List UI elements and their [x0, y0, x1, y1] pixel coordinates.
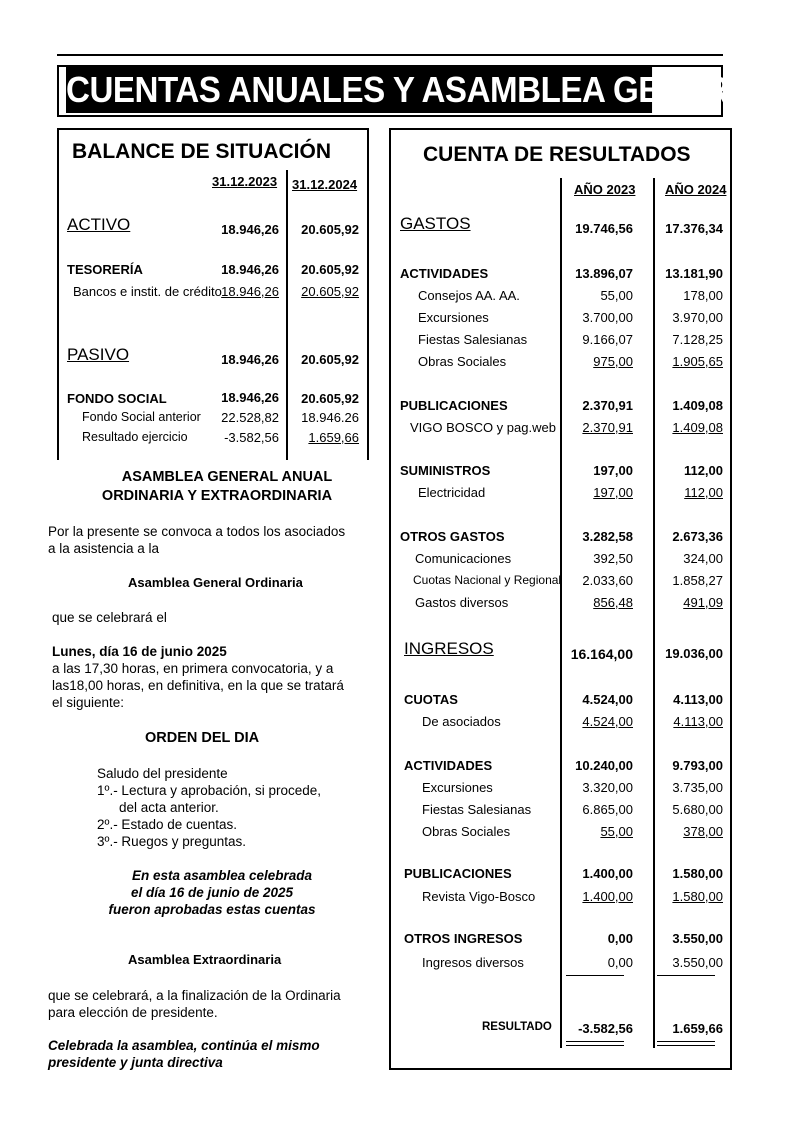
- aprobacion-1: En esta asamblea celebrada: [131, 868, 313, 883]
- result-label-16: De asociados: [422, 714, 501, 729]
- result-2024-16: 4.113,00: [673, 714, 723, 729]
- double-rule-2023-1: [566, 1041, 624, 1042]
- resultados-col-2024: AÑO 2024: [665, 182, 727, 197]
- resultado-ejercicio-label: Resultado ejercicio: [82, 430, 188, 444]
- result-2024-5: 1.905,65: [672, 354, 723, 369]
- result-2024-0: 17.376,34: [665, 221, 723, 236]
- asamblea-heading-1: ASAMBLEA GENERAL ANUAL: [121, 469, 333, 485]
- fondo-anterior-label: Fondo Social anterior: [82, 410, 201, 424]
- result-label-0: GASTOS: [400, 214, 471, 233]
- result-2024-18: 3.735,00: [672, 780, 723, 795]
- result-2024-2: 178,00: [683, 288, 723, 303]
- fondo-anterior-2023: 22.528,82: [221, 410, 279, 425]
- balance-heading: BALANCE DE SITUACIÓN: [72, 140, 332, 163]
- resultado-ejercicio-2024: 1.659,66: [308, 430, 359, 445]
- fondo-label: FONDO SOCIAL: [67, 391, 167, 406]
- result-2023-16: 4.524,00: [582, 714, 633, 729]
- result-2023-3: 3.700,00: [582, 310, 633, 325]
- result-label-7: VIGO BOSCO y pag.web: [410, 420, 556, 435]
- resultados-heading: CUENTA DE RESULTADOS: [423, 143, 691, 166]
- result-2024-22: 1.580,00: [672, 889, 723, 904]
- bancos-label: Bancos e instit. de crédito: [73, 284, 222, 299]
- top-rule: [57, 54, 723, 56]
- asamblea-heading-2: ORDINARIA Y EXTRAORDINARIA: [101, 488, 333, 504]
- result-label-1: ACTIVIDADES: [400, 266, 489, 281]
- result-2024-3: 3.970,00: [672, 310, 723, 325]
- resultados-col-divider-1: [560, 178, 562, 1048]
- orden-item-4: 3º.- Ruegos y preguntas.: [97, 834, 247, 849]
- final-2: presidente y junta directiva: [48, 1055, 223, 1070]
- asamblea-p4a: que se celebrará, a la finalización de la Ordinaria: [48, 988, 341, 1003]
- result-2023-25: -3.582,56: [578, 1021, 633, 1036]
- result-label-24: Ingresos diversos: [422, 955, 524, 970]
- resultados-col-2023: AÑO 2023: [574, 182, 636, 197]
- result-2024-23: 3.550,00: [672, 931, 723, 946]
- fondo-anterior-2024: 18.946.26: [301, 410, 359, 425]
- result-label-2: Consejos AA. AA.: [418, 288, 520, 303]
- result-2023-2: 55,00: [600, 288, 633, 303]
- aprobacion-2: el día 16 de junio de 2025: [130, 885, 294, 900]
- asamblea-p1b: a la asistencia a la: [48, 541, 160, 556]
- result-2023-11: 392,50: [593, 551, 633, 566]
- resultados-col-divider-2: [653, 178, 655, 1048]
- result-label-13: Gastos diversos: [415, 595, 509, 610]
- orden-item-1: 1º.- Lectura y aprobación, si procede,: [97, 783, 322, 798]
- bancos-2024: 20.605,92: [301, 284, 359, 299]
- result-2024-21: 1.580,00: [672, 866, 723, 881]
- double-rule-2024-2: [657, 1045, 715, 1046]
- result-label-8: SUMINISTROS: [400, 463, 491, 478]
- result-label-25: RESULTADO: [482, 1021, 552, 1033]
- result-2023-10: 3.282,58: [582, 529, 633, 544]
- result-label-19: Fiestas Salesianas: [422, 802, 532, 817]
- balance-col-2024: 31.12.2024: [292, 177, 358, 192]
- asamblea-p2: que se celebrará el: [52, 610, 167, 625]
- result-2024-20: 378,00: [683, 824, 723, 839]
- tesoreria-2024: 20.605,92: [301, 262, 359, 277]
- result-label-22: Revista Vigo-Bosco: [422, 889, 536, 904]
- result-2024-24: 3.550,00: [672, 955, 723, 970]
- result-label-9: Electricidad: [418, 485, 486, 500]
- result-2024-14: 19.036,00: [665, 646, 723, 661]
- result-2023-14: 16.164,00: [570, 646, 633, 662]
- balance-col-2023: 31.12.2023: [212, 174, 278, 189]
- result-2023-23: 0,00: [607, 931, 633, 946]
- result-2023-1: 13.896,07: [575, 266, 633, 281]
- result-2024-19: 5.680,00: [672, 802, 723, 817]
- result-2023-19: 6.865,00: [582, 802, 633, 817]
- double-rule-2024-1: [657, 1041, 715, 1042]
- result-2024-12: 1.858,27: [672, 573, 723, 588]
- fondo-2023: 18.946,26: [221, 390, 279, 405]
- result-label-4: Fiestas Salesianas: [418, 332, 528, 347]
- result-label-3: Excursiones: [418, 310, 489, 325]
- tesoreria-2023: 18.946,26: [221, 262, 279, 277]
- result-2023-18: 3.320,00: [582, 780, 633, 795]
- result-label-12: Cuotas Nacional y Regional: [413, 573, 562, 587]
- result-2023-0: 19.746,56: [575, 221, 633, 236]
- result-2024-6: 1.409,08: [672, 398, 723, 413]
- result-2024-17: 9.793,00: [672, 758, 723, 773]
- asamblea-p3c: el siguiente:: [52, 695, 125, 710]
- total-rule-2023-a: [566, 975, 624, 976]
- asamblea-p1a: Por la presente se convoca a todos los asociados: [48, 524, 346, 539]
- aprobacion-3: fueron aprobadas estas cuentas: [108, 902, 316, 917]
- result-label-17: ACTIVIDADES: [404, 758, 493, 773]
- result-2023-20: 55,00: [600, 824, 633, 839]
- result-label-11: Comunicaciones: [415, 551, 512, 566]
- result-label-5: Obras Sociales: [418, 354, 507, 369]
- result-2024-13: 491,09: [683, 595, 723, 610]
- result-label-6: PUBLICACIONES: [400, 398, 508, 413]
- orden-item-0: Saludo del presidente: [97, 766, 228, 781]
- result-2024-10: 2.673,36: [672, 529, 723, 544]
- result-label-20: Obras Sociales: [422, 824, 511, 839]
- result-2024-8: 112,00: [683, 463, 723, 478]
- tesoreria-label: TESORERÍA: [67, 262, 143, 277]
- orden-del-dia: ORDEN DEL DIA: [145, 730, 260, 746]
- result-label-18: Excursiones: [422, 780, 493, 795]
- result-2024-7: 1.409,08: [672, 420, 723, 435]
- page-title: CUENTAS ANUALES Y ASAMBLEA GENERAL: [66, 67, 652, 113]
- result-label-14: INGRESOS: [404, 639, 494, 658]
- asamblea-p3a: a las 17,30 horas, en primera convocatoria, y a: [52, 661, 334, 676]
- result-2024-25: 1.659,66: [672, 1021, 723, 1036]
- resultado-ejercicio-2023: -3.582,56: [224, 430, 279, 445]
- fondo-2024: 20.605,92: [301, 391, 359, 406]
- orden-item-3: 2º.- Estado de cuentas.: [97, 817, 238, 832]
- final-1: Celebrada la asamblea, continúa el mismo: [48, 1038, 320, 1053]
- result-2023-9: 197,00: [593, 485, 633, 500]
- balance-col-divider: [286, 170, 288, 460]
- result-2023-15: 4.524,00: [582, 692, 633, 707]
- pasivo-label: PASIVO: [67, 345, 130, 364]
- pasivo-2024: 20.605,92: [301, 352, 359, 367]
- result-2023-8: 197,00: [593, 463, 633, 478]
- result-2024-1: 13.181,90: [665, 266, 723, 281]
- total-rule-2024-a: [657, 975, 715, 976]
- result-2024-9: 112,00: [684, 485, 723, 500]
- double-rule-2023-2: [566, 1045, 624, 1046]
- result-label-10: OTROS GASTOS: [400, 529, 505, 544]
- result-2023-6: 2.370,91: [582, 398, 633, 413]
- result-label-23: OTROS INGRESOS: [404, 931, 523, 946]
- result-label-21: PUBLICACIONES: [404, 866, 512, 881]
- result-2023-17: 10.240,00: [575, 758, 633, 773]
- asamblea-extraordinaria: Asamblea Extraordinaria: [128, 952, 282, 967]
- result-2023-13: 856,48: [593, 595, 633, 610]
- result-2024-15: 4.113,00: [673, 692, 723, 707]
- result-label-15: CUOTAS: [404, 692, 458, 707]
- pasivo-2023: 18.946,26: [221, 352, 279, 367]
- result-2023-22: 1.400,00: [582, 889, 633, 904]
- result-2023-21: 1.400,00: [582, 866, 633, 881]
- result-2023-7: 2.370,91: [582, 420, 633, 435]
- asamblea-p4b: para elección de presidente.: [48, 1005, 218, 1020]
- activo-2024: 20.605,92: [301, 222, 359, 237]
- result-2023-24: 0,00: [607, 955, 633, 970]
- result-2024-4: 7.128,25: [672, 332, 723, 347]
- result-2023-5: 975,00: [593, 354, 633, 369]
- activo-label: ACTIVO: [67, 215, 131, 234]
- orden-item-2: del acta anterior.: [119, 800, 219, 815]
- result-2024-11: 324,00: [683, 551, 723, 566]
- bancos-2023: 18.946,26: [221, 284, 279, 299]
- result-2023-4: 9.166,07: [582, 332, 633, 347]
- activo-2023: 18.946,26: [221, 222, 279, 237]
- asamblea-fecha: Lunes, día 16 de junio 2025: [52, 644, 227, 659]
- result-2023-12: 2.033,60: [582, 573, 633, 588]
- asamblea-ordinaria: Asamblea General Ordinaria: [128, 575, 303, 590]
- asamblea-p3b: las18,00 horas, en definitiva, en la que se tratará: [52, 678, 344, 693]
